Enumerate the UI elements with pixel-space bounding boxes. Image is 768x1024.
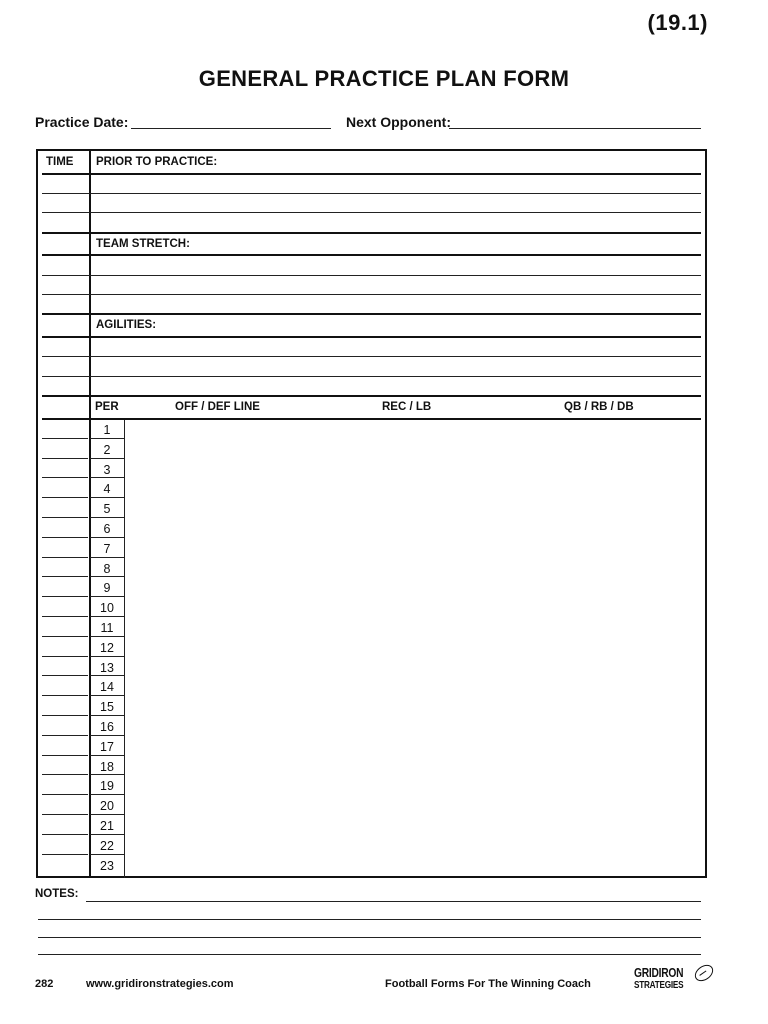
period-number: 1: [103, 423, 111, 437]
period-number: 4: [103, 482, 111, 496]
period-number: 19: [100, 779, 114, 793]
table-row-line: [42, 794, 88, 795]
table-row-line: [42, 715, 88, 716]
period-number: 9: [103, 581, 111, 595]
period-number: 11: [100, 621, 114, 635]
notes-line[interactable]: [86, 901, 701, 902]
period-number: 13: [100, 661, 114, 675]
table-row-line: [42, 675, 88, 676]
table-row-line: [90, 755, 124, 756]
table-row-line: [42, 497, 88, 498]
table-row-line: [42, 636, 88, 637]
table-row-line: [42, 774, 88, 775]
table-row-line: [42, 232, 701, 234]
period-number: 22: [100, 839, 114, 853]
table-row-line: [42, 537, 88, 538]
table-row-line: [42, 656, 88, 657]
table-row-line: [42, 254, 701, 256]
period-number: 18: [100, 760, 114, 774]
table-row-line: [90, 596, 124, 597]
table-row-line: [42, 735, 88, 736]
table-row-line: [42, 814, 88, 815]
section-prior-to-practice: PRIOR TO PRACTICE:: [96, 156, 218, 168]
table-row-line: [42, 418, 701, 420]
table-row-line: [42, 376, 701, 377]
table-row-line: [90, 497, 124, 498]
notes-label: NOTES:: [35, 888, 79, 900]
period-number: 17: [100, 740, 114, 754]
table-row-line: [90, 656, 124, 657]
table-row-line: [90, 537, 124, 538]
practice-date-field[interactable]: [131, 128, 331, 129]
period-number: 20: [100, 799, 114, 813]
table-row-line: [42, 854, 88, 855]
period-number: 15: [100, 700, 114, 714]
table-row-line: [90, 477, 124, 478]
table-row-line: [90, 616, 124, 617]
table-row-line: [42, 458, 88, 459]
column-header-off-def-line: OFF / DEF LINE: [175, 401, 260, 413]
section-agilities: AGILITIES:: [96, 319, 157, 331]
period-number: 2: [103, 443, 111, 457]
table-row-line: [42, 834, 88, 835]
table-row-line: [90, 557, 124, 558]
table-row-line: [90, 438, 124, 439]
website-url: www.gridironstrategies.com: [86, 978, 234, 990]
practice-date-label: Practice Date:: [35, 114, 129, 130]
table-row-line: [42, 212, 701, 213]
time-header: TIME: [46, 156, 74, 168]
period-header: PER: [95, 401, 119, 413]
table-row-line: [90, 814, 124, 815]
page-number: 282: [35, 978, 54, 990]
table-row-line: [42, 275, 701, 276]
period-number: 7: [103, 542, 111, 556]
table-row-line: [42, 557, 88, 558]
table-row-line: [90, 854, 124, 855]
table-row-line: [90, 576, 124, 577]
period-number: 16: [100, 720, 114, 734]
table-row-line: [90, 715, 124, 716]
logo-line1: GRIDIRON: [634, 966, 684, 980]
table-row-line: [42, 313, 701, 315]
section-team-stretch: TEAM STRETCH:: [96, 238, 190, 250]
next-opponent-label: Next Opponent:: [346, 114, 451, 130]
table-row-line: [90, 675, 124, 676]
practice-plan-table: [36, 149, 707, 878]
time-column-divider: [89, 150, 91, 877]
table-row-line: [90, 517, 124, 518]
column-header-rec-lb: REC / LB: [382, 401, 432, 413]
table-row-line: [42, 395, 701, 397]
table-row-line: [90, 794, 124, 795]
table-row-line: [42, 173, 701, 175]
notes-line[interactable]: [38, 937, 701, 938]
table-row-line: [42, 596, 88, 597]
period-number: 14: [100, 680, 114, 694]
table-row-line: [90, 458, 124, 459]
page-title: GENERAL PRACTICE PLAN FORM: [198, 66, 570, 91]
period-number: 21: [100, 819, 114, 833]
logo-line2: STRATEGIES: [634, 979, 684, 991]
period-column-divider: [124, 419, 125, 878]
period-number: 3: [103, 463, 111, 477]
period-number: 6: [103, 522, 111, 536]
table-row-line: [42, 294, 701, 295]
form-number: (19.1): [647, 10, 708, 35]
table-row-line: [42, 517, 88, 518]
table-row-line: [90, 735, 124, 736]
table-row-line: [42, 438, 88, 439]
book-title: Football Forms For The Winning Coach: [385, 978, 591, 990]
next-opponent-field[interactable]: [449, 128, 701, 129]
column-header-qb-rb-db: QB / RB / DB: [564, 401, 634, 413]
table-row-line: [42, 336, 701, 338]
table-row-line: [42, 477, 88, 478]
period-number: 23: [100, 859, 114, 873]
table-row-line: [42, 576, 88, 577]
table-row-line: [42, 616, 88, 617]
table-row-line: [90, 834, 124, 835]
table-row-line: [42, 193, 701, 194]
table-row-line: [90, 695, 124, 696]
table-row-line: [42, 356, 701, 357]
table-row-line: [90, 636, 124, 637]
period-number: 5: [103, 502, 111, 516]
period-number: 12: [100, 641, 114, 655]
table-row-line: [42, 755, 88, 756]
notes-line[interactable]: [38, 919, 701, 920]
notes-line[interactable]: [38, 954, 701, 955]
period-number: 10: [100, 601, 114, 615]
table-row-line: [42, 695, 88, 696]
period-number: 8: [103, 562, 111, 576]
table-row-line: [90, 774, 124, 775]
